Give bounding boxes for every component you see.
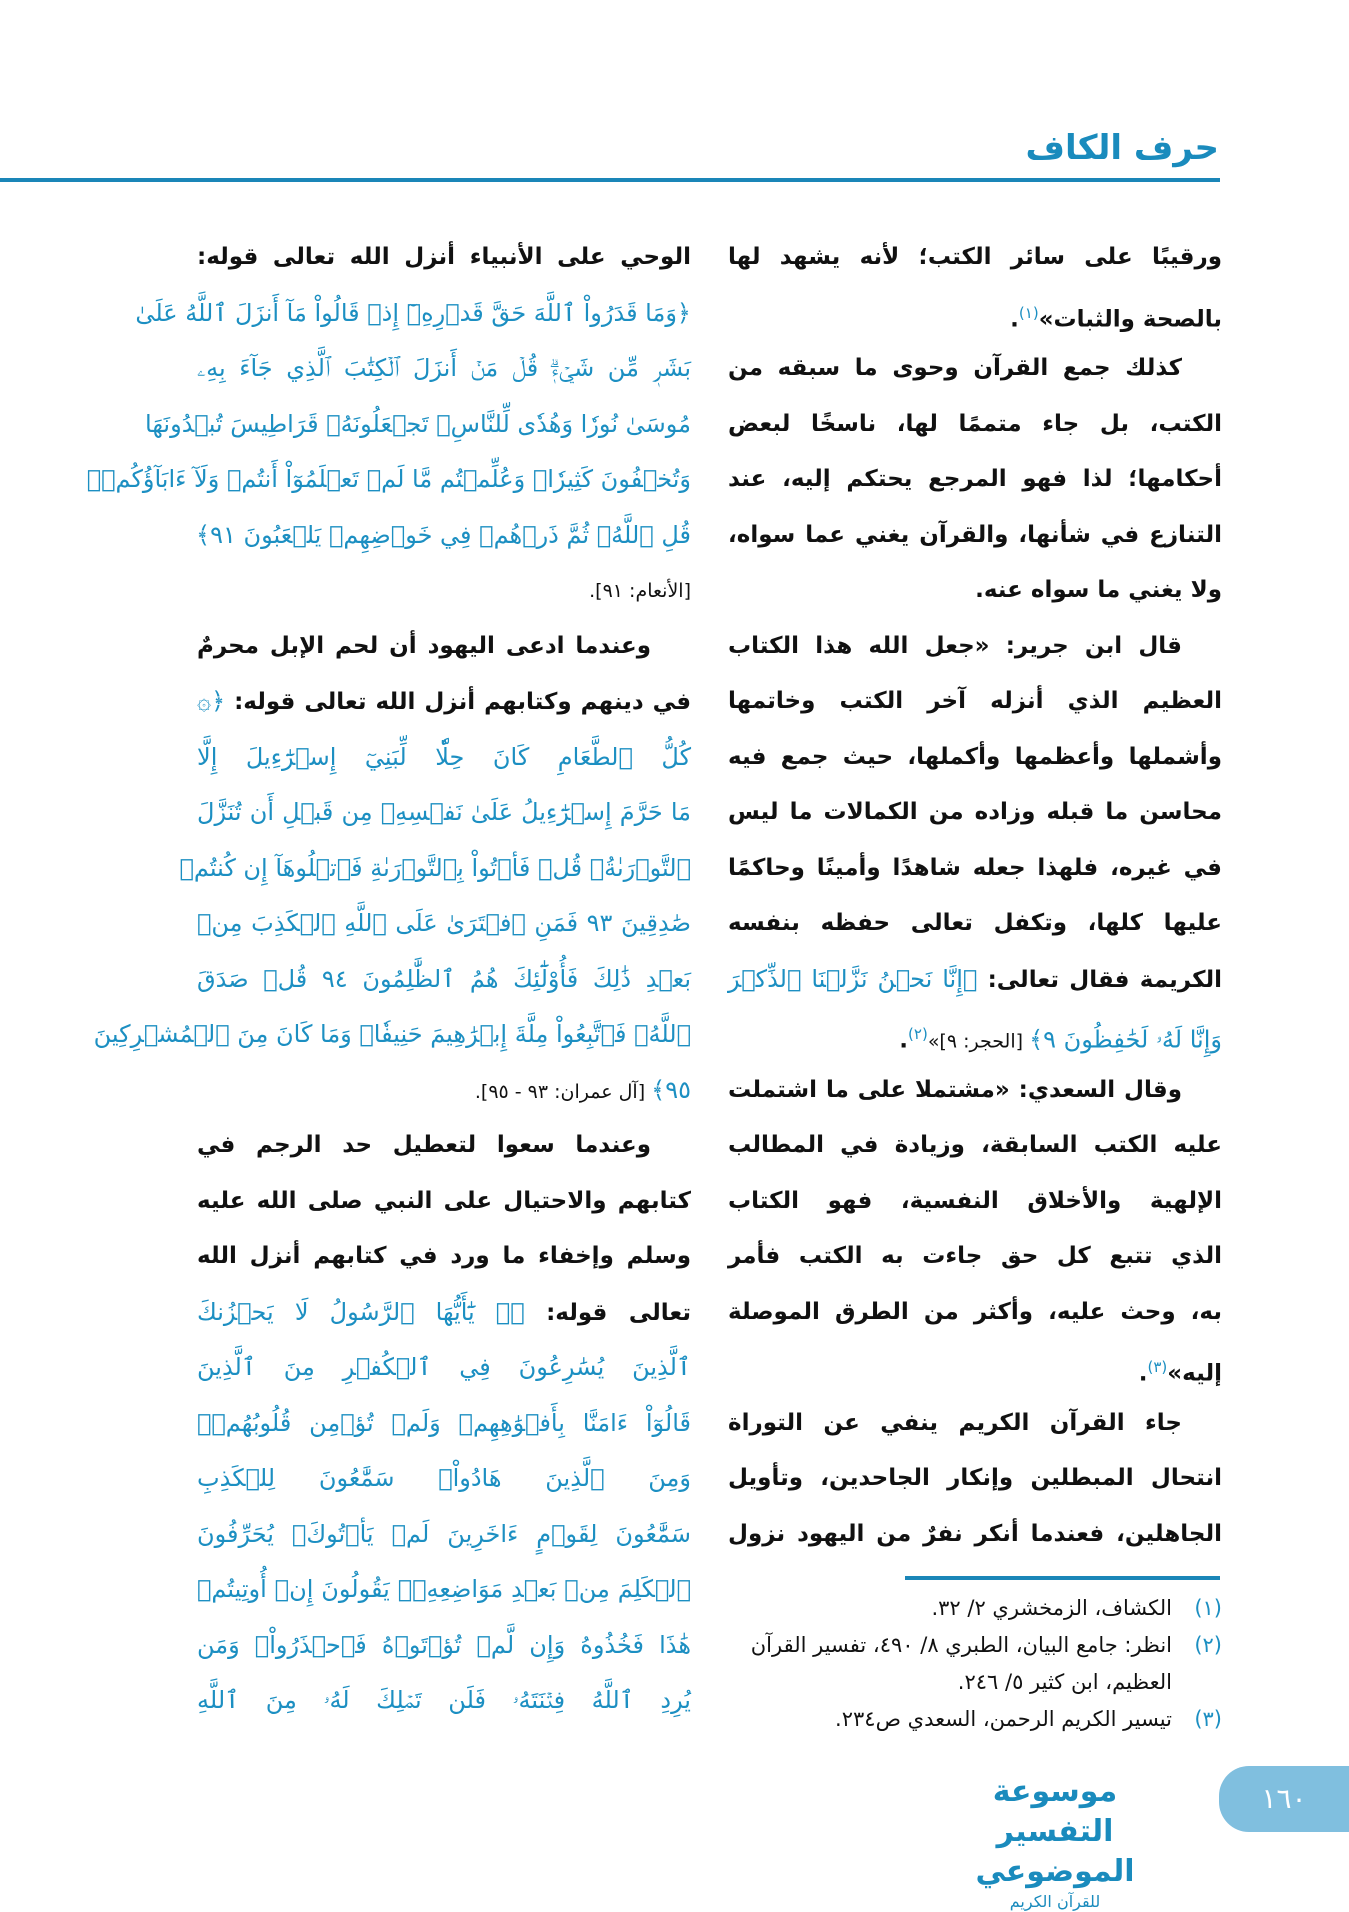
text-line <box>728 1340 1222 1396</box>
quran-verse: وَتُخۡفُونَ كَثِيرٗاۖ وَعُلِّمۡتُم مَّا لَمۡ تَعۡلَمُوٓاْ أَنتُمۡ وَلَآ ءَابَآؤُكُمۡۖ <box>86 465 691 493</box>
text-line <box>728 1118 1222 1174</box>
body-text: الجاهلين، فعندما أنكر نفرٌ من اليهود نزول <box>728 1520 1222 1547</box>
quran-verse: كُلُّ ٱلطَّعَامِ كَانَ حِلّٗا لِّبَنِيٓ إِسۡرَٰٓءِيلَ إِلَّا <box>197 742 691 771</box>
text-line <box>728 563 1222 619</box>
body-text: في دينهم وكتابهم أنزل الله تعالى قوله: <box>225 689 691 715</box>
body-text: وقال السعدي: «مشتملا على ما اشتملت <box>728 1076 1182 1103</box>
text-line <box>728 785 1222 841</box>
text-line <box>728 341 1222 397</box>
footnote-number: (١) <box>1194 1596 1222 1620</box>
text-line <box>197 230 691 286</box>
text-line <box>728 1007 1222 1063</box>
logo-subtitle: للقرآن الكريم <box>1009 1892 1101 1911</box>
body-text: عليه الكتب السابقة، وزيادة في المطالب <box>728 1132 1222 1158</box>
text-line <box>197 1174 691 1230</box>
text-line <box>197 1618 691 1674</box>
body-text: كتابهم والاحتيال على النبي صلى الله عليه <box>197 1187 691 1214</box>
text-line <box>728 1229 1222 1285</box>
header-rule <box>0 178 1220 182</box>
text-line <box>197 785 691 841</box>
quran-verse: ﴿۞ <box>197 687 226 715</box>
quran-verse: يُرِدِ ٱللَّهُ فِتۡنَتَهُۥ فَلَن تَمۡلِكَ لَهُۥ مِنَ ٱللَّهِ <box>197 1686 691 1714</box>
quran-verse: بَعۡدِ ذَٰلِكَ فَأُوْلَٰٓئِكَ هُمُ ٱلظَّٰلِمُونَ ٩٤ قُلۡ صَدَقَ <box>197 964 691 993</box>
body-text: محاسن ما قبله وزاده من الكمالات ما ليس <box>728 799 1222 825</box>
body-text: بالصحة والثبات» <box>1038 306 1222 333</box>
quran-verse: ﴿إِنَّا نَحۡنُ نَزَّلۡنَا ٱلذِّكۡرَ <box>728 964 978 993</box>
quran-verse: ٩٥﴾ <box>651 1075 691 1104</box>
text-line <box>728 452 1222 508</box>
text-line <box>145 397 691 453</box>
text-line <box>728 508 1222 564</box>
body-text: التنازع في شأنها، والقرآن يغني عما سواه، <box>728 521 1222 548</box>
verse-reference: [الأنعام: ٩١]. <box>589 580 691 602</box>
quran-verse: مُوسَىٰ نُورٗا وَهُدٗى لِّلنَّاسِۖ تَجۡعَلُونَهُۥ قَرَاطِيسَ تُبۡدُونَهَا <box>145 409 691 438</box>
quran-verse: قُلِ ٱللَّهُۖ ثُمَّ ذَرۡهُمۡ فِي خَوۡضِهِمۡ يَلۡعَبُونَ ٩١﴾ <box>196 520 691 549</box>
text-line <box>728 619 1222 675</box>
verse-reference: [الحجر: ٩]» <box>927 1030 1030 1053</box>
text-line <box>728 230 1222 286</box>
body-text: ولا يغني ما سواه عنه. <box>975 577 1222 603</box>
text-line <box>728 1063 1222 1119</box>
text-line <box>197 508 691 564</box>
text-line <box>728 1285 1222 1341</box>
text-line <box>728 841 1222 897</box>
body-text: . <box>1138 1360 1148 1387</box>
body-text: . <box>1010 306 1019 333</box>
left-text-column <box>86 230 692 1729</box>
footnote-number: (٣) <box>1194 1707 1222 1731</box>
footnote-1 <box>728 1590 1222 1627</box>
body-text: إليه» <box>1167 1360 1222 1387</box>
right-text-column <box>728 230 1222 1562</box>
quran-verse: ٱلۡكَلِمَ مِنۢ بَعۡدِ مَوَاضِعِهِۦۖ يَقُولُونَ إِنۡ أُوتِيتُمۡ <box>197 1575 691 1603</box>
verse-reference: [آل عمران: ٩٣ - ٩٥]. <box>474 1080 652 1103</box>
text-line <box>197 1562 691 1618</box>
text-line <box>728 286 1222 342</box>
text-line <box>197 1118 691 1174</box>
text-line <box>728 1451 1222 1507</box>
quran-verse: وَمِنَ ٱلَّذِينَ هَادُواْۛ سَمَّٰعُونَ لِلۡكَذِبِ <box>197 1464 691 1492</box>
page-number: ١٦٠ <box>1219 1766 1349 1832</box>
footnote-number: (٢) <box>1194 1633 1222 1657</box>
body-text: عليها كلها، وتكفل تعالى حفظه بنفسه <box>728 910 1222 936</box>
body-text: انتحال المبطلين وإنكار الجاحدين، وتأويل <box>728 1465 1222 1491</box>
text-line <box>197 896 691 952</box>
quran-verse: ٱللَّهُۗ فَٱتَّبِعُواْ مِلَّةَ إِبۡرَٰهِيمَ حَنِيفٗاۖ وَمَا كَانَ مِنَ ٱلۡمُشۡرِكِينَ <box>93 1020 691 1048</box>
text-line <box>197 1229 691 1285</box>
footnote-3 <box>728 1701 1222 1738</box>
quran-verse: مَا حَرَّمَ إِسۡرَٰٓءِيلُ عَلَىٰ نَفۡسِهِۦ مِن قَبۡلِ أَن تُنَزَّلَ <box>197 798 691 826</box>
text-line <box>728 674 1222 730</box>
text-line <box>197 1063 691 1119</box>
text-line <box>728 730 1222 786</box>
text-line <box>197 730 691 786</box>
quran-verse: بَشَرٖ مِّن شَيۡءٖۗ قُلۡ مَنۡ أَنزَلَ ٱلۡكِتَٰبَ ٱلَّذِي جَآءَ بِهِۦ <box>197 354 691 382</box>
body-text: وأشملها وأعظمها وأكملها، حيث جمع فيه <box>728 743 1222 770</box>
body-text: أحكامها؛ لذا فهو المرجع يحتكم إليه، عند <box>728 466 1222 492</box>
body-text: . <box>899 1027 909 1054</box>
text-line <box>197 563 691 619</box>
text-line <box>197 1396 691 1452</box>
encyclopedia-logo <box>930 1772 1180 1912</box>
body-text: كذلك جمع القرآن وحوى ما سبقه من <box>728 355 1182 381</box>
text-line <box>728 1174 1222 1230</box>
text-line <box>179 841 691 897</box>
footnote-marker: (١) <box>1018 303 1039 322</box>
body-text: الإلهية والأخلاق النفسية، فهو الكتاب <box>728 1187 1222 1214</box>
body-text: وعندما ادعى اليهود أن لحم الإبل محرمٌ <box>197 632 651 659</box>
quran-verse: قَالُوٓاْ ءَامَنَّا بِأَفۡوَٰهِهِمۡ وَلَمۡ تُؤۡمِن قُلُوبُهُمۡۛ <box>197 1408 691 1437</box>
text-line <box>197 1673 691 1729</box>
body-text: العظيم الذي أنزله آخر الكتب وخاتمها <box>728 688 1222 714</box>
logo-title: موسوعة التفسير الموضوعي <box>975 1774 1135 1889</box>
text-line <box>728 1396 1222 1452</box>
text-line <box>728 896 1222 952</box>
chapter-title: حرف الكاف <box>1025 128 1219 168</box>
body-text: الكريمة فقال تعالى: <box>977 966 1222 993</box>
footnote-marker: (٢) <box>908 1025 928 1043</box>
text-line <box>93 1007 691 1063</box>
text-line <box>197 341 691 397</box>
body-text: وسلم وإخفاء ما ورد في كتابهم أنزل الله <box>197 1243 691 1269</box>
quran-verse: ﴿۞ يَٰٓأَيُّهَا ٱلرَّسُولُ لَا يَحۡزُنكَ <box>197 1297 525 1326</box>
quran-verse: ٱلتَّوۡرَىٰةُۚ قُلۡ فَأۡتُواْ بِٱلتَّوۡرَىٰةِ فَٱتۡلُوهَآ إِن كُنتُمۡ <box>179 853 691 882</box>
body-text: ورقيبًا على سائر الكتب؛ لأنه يشهد لها <box>728 244 1222 270</box>
text-line <box>197 1340 691 1396</box>
text-line <box>86 452 691 508</box>
text-line <box>135 286 691 342</box>
text-line <box>197 952 691 1008</box>
text-line <box>197 674 691 730</box>
quran-verse: وَإِنَّا لَهُۥ لَحَٰفِظُونَ ٩﴾ <box>1029 1025 1222 1054</box>
quran-verse: صَٰدِقِينَ ٩٣ فَمَنِ ٱفۡتَرَىٰ عَلَى ٱللَّهِ ٱلۡكَذِبَ مِنۢ <box>197 909 691 937</box>
text-line <box>197 1285 691 1341</box>
body-text: به، وحث عليه، وأكثر من الطرق الموصلة <box>728 1298 1222 1325</box>
text-line <box>728 397 1222 453</box>
body-text: في غيره، فلهذا جعله شاهدًا وأمينًا وحاكمًا <box>728 854 1222 881</box>
quran-verse: ٱلَّذِينَ يُسَٰرِعُونَ فِي ٱلۡكُفۡرِ مِنَ ٱلَّذِينَ <box>197 1353 691 1381</box>
body-text: قال ابن جرير: «جعل الله هذا الكتاب <box>728 632 1182 659</box>
body-text: وعندما سعوا لتعطيل حد الرجم في <box>197 1132 651 1158</box>
footnote-text: تيسير الكريم الرحمن، السعدي ص٢٣٤. <box>835 1707 1172 1731</box>
quran-verse: ﴿وَمَا قَدَرُواْ ٱللَّهَ حَقَّ قَدۡرِهِۦٓ إِذۡ قَالُواْ مَآ أَنزَلَ ٱللَّهُ عَلَىٰ <box>135 298 691 327</box>
footnote-2 <box>728 1627 1222 1701</box>
quran-verse: سَمَّٰعُونَ لِقَوۡمٍ ءَاخَرِينَ لَمۡ يَأۡتُوكَۖ يُحَرِّفُونَ <box>197 1519 691 1548</box>
text-line <box>728 952 1222 1008</box>
text-line <box>197 1451 691 1507</box>
footnote-text: انظر: جامع البيان، الطبري ٨/ ٤٩٠، تفسير القرآن العظيم، ابن كثير ٥/ ٢٤٦. <box>750 1633 1172 1694</box>
footnote-marker: (٣) <box>1147 1358 1168 1376</box>
quran-verse: هَٰذَا فَخُذُوهُ وَإِن لَّمۡ تُؤۡتَوۡهُ فَٱحۡذَرُواْۚ وَمَن <box>197 1630 691 1659</box>
text-line <box>197 619 691 675</box>
body-text: الكتب، بل جاء متممًا لها، ناسخًا لبعض <box>728 410 1222 437</box>
text-line <box>197 1507 691 1563</box>
footnote-text: الكشاف، الزمخشري ٢/ ٣٢. <box>931 1596 1172 1620</box>
footnote-rule <box>905 1576 1220 1580</box>
body-text: جاء القرآن الكريم ينفي عن التوراة <box>728 1409 1182 1436</box>
body-text: الوحي على الأنبياء أنزل الله تعالى قوله: <box>197 244 691 270</box>
body-text: تعالى قوله: <box>524 1299 692 1326</box>
footnotes <box>728 1590 1222 1738</box>
body-text: الذي تتبع كل حق جاءت به الكتب فأمر <box>728 1243 1222 1269</box>
text-line <box>728 1507 1222 1563</box>
